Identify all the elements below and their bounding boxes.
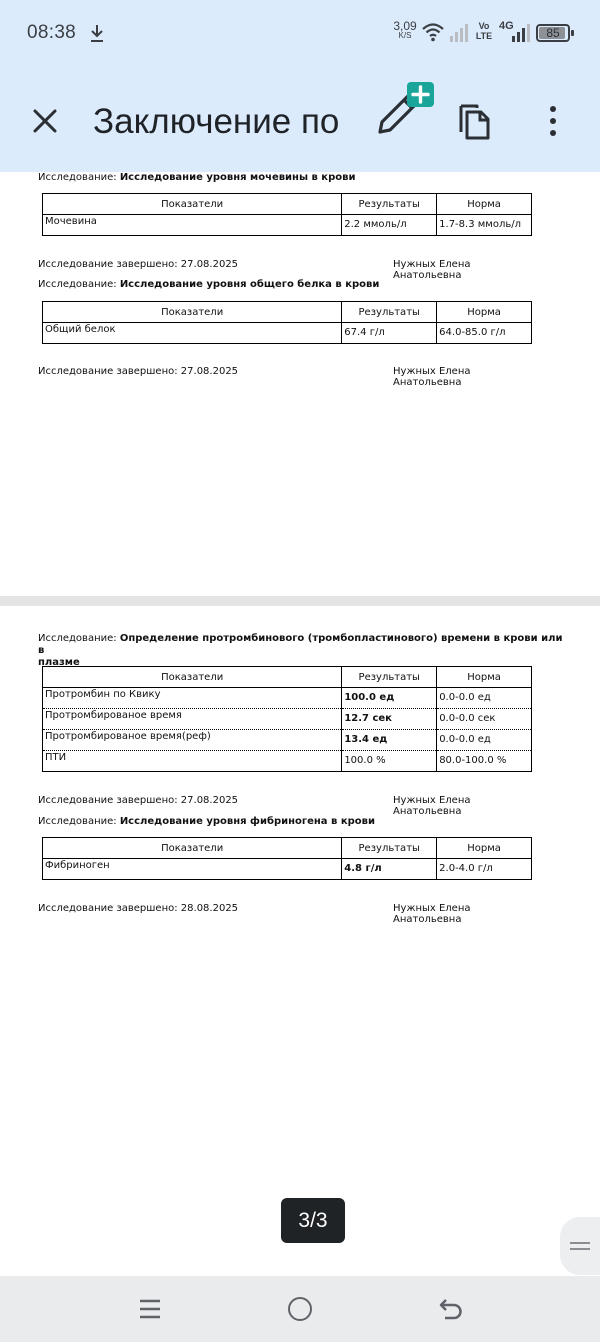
download-icon	[89, 22, 105, 44]
document-viewer[interactable]	[0, 172, 600, 1276]
table-row: Фибриноген 4.8 г/л 2.0-4.0 г/л	[43, 859, 532, 880]
study-completed-protein: Исследование завершено: 27.08.2025	[38, 366, 239, 377]
volte-bottom: LTE	[475, 31, 493, 41]
signer-protein: Нужных Елена Анатольевна	[393, 366, 471, 388]
table-row: Мочевина 2.2 ммоль/л 1.7-8.3 ммоль/л	[43, 215, 532, 236]
table-row: Общий белок 67.4 г/л 64.0-85.0 г/л	[43, 323, 532, 344]
study-title-fibrinogen: Исследование: Исследование уровня фибриногена в крови	[38, 816, 375, 827]
network-type: 4G	[499, 20, 514, 32]
col-header-result: Результаты	[342, 194, 437, 215]
wifi-icon	[421, 22, 445, 42]
back-icon[interactable]	[438, 1296, 464, 1322]
results-table-fibrinogen: Показатели Результаты Норма Фибриноген 4.8 г/л 2.0-4.0 г/л	[42, 837, 532, 880]
close-icon[interactable]	[28, 104, 62, 138]
signal-sim2-icon	[511, 24, 531, 42]
study-title-protein: Исследование: Исследование уровня общего белка в крови	[38, 279, 380, 290]
results-table-protein: Показатели Результаты Норма Общий белок 67.4 г/л 64.0-85.0 г/л	[42, 301, 532, 344]
net-speed-value: 3,09	[393, 19, 417, 33]
study-name-prothrombin: Определение протромбинового (тромбопластинового) времени в крови или в	[38, 633, 563, 656]
study-name-protein: Исследование уровня общего белка в крови	[119, 279, 380, 290]
scroll-handle[interactable]	[560, 1217, 600, 1275]
battery-nub	[571, 30, 574, 36]
scroll-handle-line	[570, 1242, 590, 1244]
table-row: Протромбированое время 12.7 сек 0.0-0.0 сек	[43, 709, 532, 730]
results-table-prothrombin: Показатели Результаты Норма Протромбин по Квику 100.0 ед 0.0-0.0 ед Протромбированое время 12.7 сек 0.0-0.0 сек Протромбированое время(реф) 13.4 ед 0.0-0.0 ед ПТИ 100.0 % 80.0-100.0 %	[42, 666, 532, 772]
signer-fibrinogen: Нужных Елена Анатольевна	[393, 903, 471, 925]
recent-apps-icon[interactable]	[139, 1298, 161, 1320]
status-time: 08:38	[27, 22, 77, 43]
document-page-2	[0, 172, 600, 424]
study-completed-prothrombin: Исследование завершено: 27.08.2025	[38, 795, 239, 806]
table-row: Протромбин по Квику 100.0 ед 0.0-0.0 ед	[43, 688, 532, 709]
net-speed-unit: K/S	[398, 31, 412, 40]
signer-urea: Нужных Елена Анатольевна	[393, 259, 471, 281]
volte-indicator	[474, 21, 494, 41]
page-separator	[0, 596, 600, 606]
battery-indicator	[536, 24, 570, 42]
signer-prothrombin: Нужных Елена Анатольевна	[393, 795, 471, 817]
document-page-3	[0, 606, 600, 1276]
scroll-handle-line	[570, 1248, 590, 1250]
home-icon[interactable]	[288, 1297, 312, 1321]
system-nav-bar	[0, 1276, 600, 1342]
page-indicator: 3/3	[281, 1198, 345, 1243]
study-completed-urea: Исследование завершено: 27.08.2025	[38, 259, 239, 270]
top-bar	[0, 0, 600, 172]
copy-icon[interactable]	[453, 100, 493, 140]
study-name-urea: Исследование уровня мочевины в крови	[119, 172, 356, 183]
study-completed-fibrinogen: Исследование завершено: 28.08.2025	[38, 903, 239, 914]
page-title: Заключение по	[93, 102, 340, 141]
table-row: Протромбированое время(реф) 13.4 ед 0.0-0.0 ед	[43, 730, 532, 751]
battery-level: 85	[546, 26, 560, 40]
study-title-prothrombin: Исследование: Определение протромбинового (тромбопластинового) времени в крови или в плазме	[38, 633, 563, 668]
net-speed	[391, 20, 419, 40]
col-header-indicator: Показатели	[43, 194, 342, 215]
study-name-fibrinogen: Исследование уровня фибриногена в крови	[119, 816, 375, 827]
results-table-urea	[42, 193, 532, 236]
status-bar	[0, 0, 600, 66]
more-options-icon[interactable]	[541, 104, 565, 138]
signal-sim1-icon	[449, 24, 469, 42]
col-header-norm: Норма	[437, 194, 532, 215]
table-row: ПТИ 100.0 % 80.0-100.0 %	[43, 751, 532, 772]
study-title-urea: Исследование: Исследование уровня мочевины в крови	[38, 172, 356, 183]
volte-top: Vo	[478, 21, 490, 31]
edit-icon[interactable]	[372, 80, 436, 140]
